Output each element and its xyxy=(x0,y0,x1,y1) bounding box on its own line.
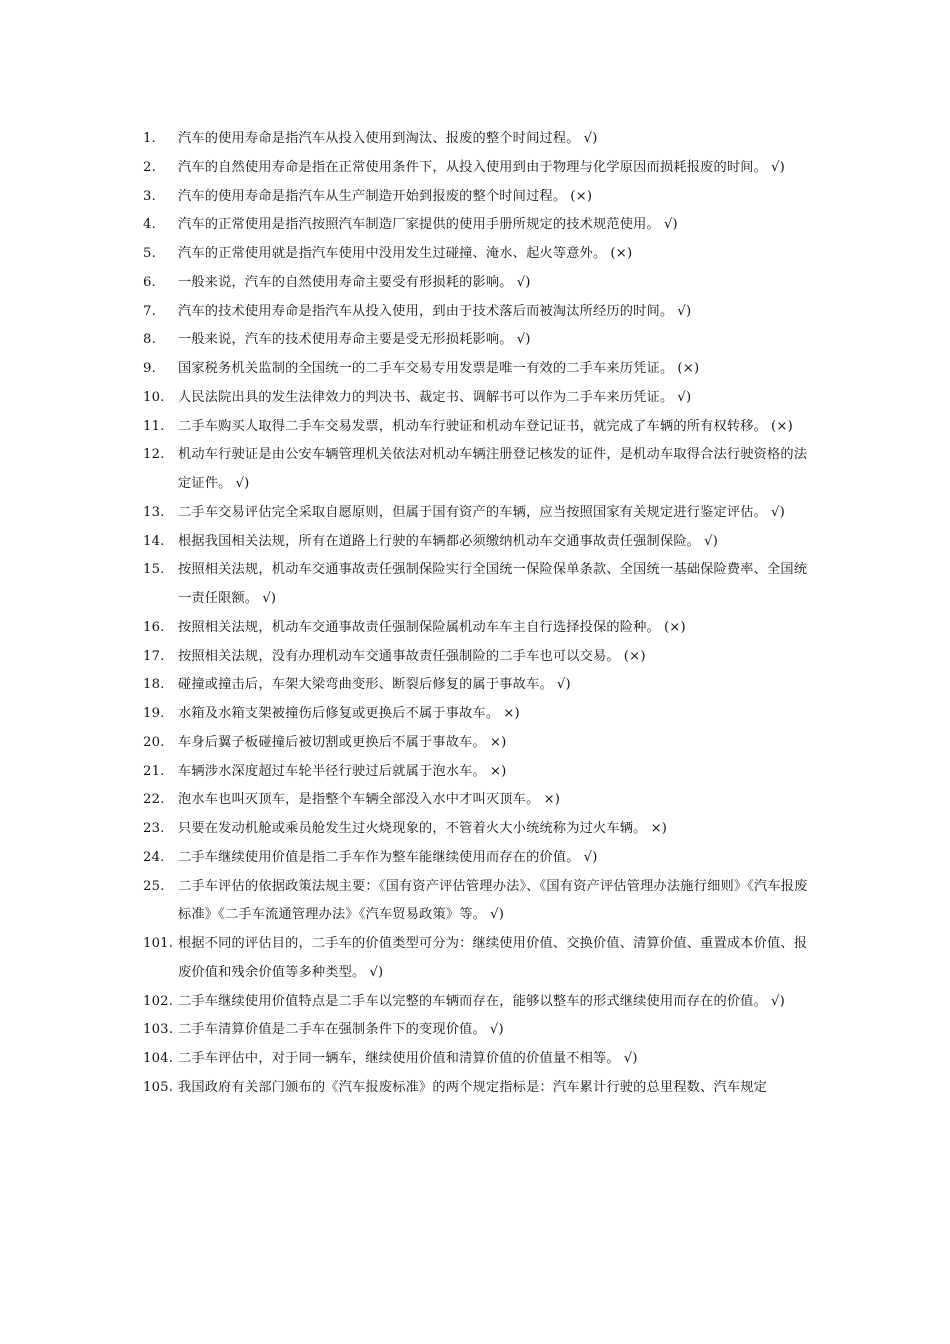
item-answer-mark: (×) xyxy=(663,619,686,635)
list-item xyxy=(143,1016,813,1045)
list-item xyxy=(143,154,813,183)
list-item xyxy=(143,614,813,643)
item-answer-mark: ×) xyxy=(543,792,561,808)
item-answer-mark: √) xyxy=(677,303,692,319)
item-number: 102. xyxy=(143,993,174,1009)
list-item xyxy=(143,988,813,1017)
item-number: 15. xyxy=(143,562,165,578)
item-answer-mark: √) xyxy=(771,993,785,1009)
item-number: 105. xyxy=(143,1079,174,1095)
list-item xyxy=(143,786,813,815)
list-item xyxy=(143,671,813,700)
list-item xyxy=(143,528,813,557)
item-answer-mark: √) xyxy=(369,964,384,980)
item-statement: 机动车行驶证是由公安车辆管理机关依法对机动车辆注册登记核发的证件，是机动车取得合法行驶资格的法定证件。 xyxy=(178,447,808,491)
item-answer-mark: (×) xyxy=(677,361,700,376)
item-answer-mark: (×) xyxy=(610,246,633,261)
item-number: 23. xyxy=(143,821,165,836)
item-answer-mark: ×) xyxy=(503,706,520,721)
item-answer-mark: √) xyxy=(489,1022,504,1038)
item-statement: 我国政府有关部门颁布的《汽车报废标准》的两个规定指标是：汽车累计行驶的总里程数、汽车规定 xyxy=(178,1079,768,1095)
list-item xyxy=(143,729,813,758)
item-answer-mark: (×) xyxy=(570,188,593,204)
item-number: 8. xyxy=(143,332,156,348)
item-number: 24. xyxy=(143,849,165,865)
question-list xyxy=(143,125,813,1103)
item-answer-mark: √) xyxy=(677,389,692,405)
list-item xyxy=(143,700,813,729)
item-number: 1. xyxy=(143,131,156,146)
item-statement: 按照相关法规，机动车交通事故责任强制保险实行全国统一保险保单条款、全国统一基础保险费率、全国统一责任限额。 xyxy=(178,562,808,606)
item-statement: 二手车评估的依据政策法规主要：《国有资产评估管理办法》、《国有资产评估管理办法施行细则》《汽车报废标准》《二手车流通管理办法》《汽车贸易政策》等。 xyxy=(178,878,808,923)
item-statement: 根据不同的评估目的，二手车的价值类型可分为：继续使用价值、交换价值、清算价值、重置成本价值、报废价值和残余价值等多种类型。 xyxy=(178,936,808,980)
item-number: 19. xyxy=(143,706,165,721)
item-statement: 汽车的使用寿命是指汽车从投入使用到淘汰、报废的整个时间过程。 xyxy=(178,131,580,146)
item-answer-mark: √) xyxy=(663,217,678,233)
list-item xyxy=(143,930,813,988)
item-number: 14. xyxy=(143,533,165,549)
item-statement: 二手车继续使用价值特点是二手车以完整的车辆而存在，能够以整车的形式继续使用而存在的价值。 xyxy=(178,993,768,1009)
item-statement: 根据我国相关法规，所有在道路上行驶的车辆都必须缴纳机动车交通事故责任强制保险。 xyxy=(178,533,701,549)
item-number: 25. xyxy=(143,878,165,894)
list-item xyxy=(143,413,813,442)
item-answer-mark: ×) xyxy=(489,734,507,750)
item-number: 22. xyxy=(143,792,165,808)
item-statement: 一般来说，汽车的技术使用寿命主要是受无形损耗影响。 xyxy=(178,332,513,348)
item-number: 21. xyxy=(143,763,165,779)
item-answer-mark: √) xyxy=(623,1051,638,1066)
item-statement: 按照相关法规，没有办理机动车交通事故责任强制险的二手车也可以交易。 xyxy=(178,648,620,664)
item-statement: 二手车继续使用价值是指二手车作为整车能继续使用而存在的价值。 xyxy=(178,849,580,865)
item-answer-mark: ×) xyxy=(489,763,507,779)
list-item xyxy=(143,298,813,327)
item-answer-mark: √) xyxy=(262,591,277,606)
item-statement: 水箱及水箱支架被撞伤后修复或更换后不属于事故车。 xyxy=(178,706,500,721)
item-statement: 二手车交易评估完全采取自愿原则，但属于国有资产的车辆，应当按照国家有关规定进行鉴定评估。 xyxy=(178,504,768,520)
item-statement: 汽车的正常使用是指汽按照汽车制造厂家提供的使用手册所规定的技术规范使用。 xyxy=(178,217,660,233)
item-statement: 车身后翼子板碰撞后被切割或更换后不属于事故车。 xyxy=(178,734,486,750)
list-item xyxy=(143,125,813,154)
list-item xyxy=(143,844,813,873)
item-number: 20. xyxy=(143,734,165,750)
item-statement: 汽车的技术使用寿命是指汽车从投入使用，到由于技术落后而被淘汰所经历的时间。 xyxy=(178,303,674,319)
item-number: 12. xyxy=(143,447,165,463)
item-answer-mark: √) xyxy=(516,332,531,348)
item-number: 5. xyxy=(143,246,156,261)
list-item xyxy=(143,1045,813,1074)
item-number: 18. xyxy=(143,677,165,693)
item-statement: 碰撞或撞击后，车架大梁弯曲变形、断裂后修复的属于事故车。 xyxy=(178,677,553,693)
list-item xyxy=(143,643,813,672)
list-item xyxy=(143,326,813,355)
list-item xyxy=(143,355,813,384)
item-answer-mark: √) xyxy=(516,274,531,290)
item-answer-mark: √) xyxy=(235,476,250,491)
item-number: 9. xyxy=(143,361,156,376)
list-item xyxy=(143,873,813,931)
item-statement: 二手车评估中，对于同一辆车，继续使用价值和清算价值的价值量不相等。 xyxy=(178,1051,620,1066)
list-item xyxy=(143,183,813,212)
item-answer-mark: √) xyxy=(771,504,785,520)
item-statement: 汽车的自然使用寿命是指在正常使用条件下，从投入使用到由于物理与化学原因而损耗报废的时间。 xyxy=(178,159,768,175)
item-statement: 泡水车也叫灭顶车，是指整个车辆全部没入水中才叫灭顶车。 xyxy=(178,792,540,808)
item-number: 10. xyxy=(143,389,165,405)
item-number: 101. xyxy=(143,936,174,951)
item-statement: 人民法院出具的发生法律效力的判决书、裁定书、调解书可以作为二手车来历凭证。 xyxy=(178,389,674,405)
item-number: 13. xyxy=(143,504,165,520)
item-answer-mark: √) xyxy=(704,533,719,549)
item-statement: 按照相关法规，机动车交通事故责任强制保险属机动车车主自行选择投保的险种。 xyxy=(178,619,660,635)
item-number: 7. xyxy=(143,303,156,319)
list-item xyxy=(143,499,813,528)
list-item xyxy=(143,556,813,614)
item-statement: 汽车的正常使用就是指汽车使用中没用发生过碰撞、淹水、起火等意外。 xyxy=(178,246,607,261)
list-item xyxy=(143,384,813,413)
item-statement: 一般来说，汽车的自然使用寿命主要受有形损耗的影响。 xyxy=(178,274,513,290)
item-answer-mark: √) xyxy=(556,677,571,693)
item-number: 104. xyxy=(143,1051,174,1066)
item-number: 6. xyxy=(143,274,156,290)
item-statement: 只要在发动机舱或乘员舱发生过火烧现象的，不管着火大小统统称为过火车辆。 xyxy=(178,821,647,836)
item-answer-mark: ×) xyxy=(650,821,668,836)
list-item xyxy=(143,441,813,499)
list-item xyxy=(143,815,813,844)
list-item xyxy=(143,1074,813,1103)
item-number: 103. xyxy=(143,1022,174,1038)
item-number: 4. xyxy=(143,217,156,233)
item-answer-mark: √) xyxy=(583,849,598,865)
item-number: 2. xyxy=(143,159,156,175)
item-number: 11. xyxy=(143,418,165,434)
item-answer-mark: √) xyxy=(490,907,505,923)
list-item xyxy=(143,758,813,787)
item-statement: 国家税务机关监制的全国统一的二手车交易专用发票是唯一有效的二手车来历凭证。 xyxy=(178,361,674,376)
item-statement: 车辆涉水深度超过车轮半径行驶过后就属于泡水车。 xyxy=(178,763,486,779)
list-item xyxy=(143,211,813,240)
item-statement: 二手车清算价值是二手车在强制条件下的变现价值。 xyxy=(178,1022,486,1038)
item-number: 3. xyxy=(143,188,156,204)
item-statement: 汽车的使用寿命是指汽车从生产制造开始到报废的整个时间过程。 xyxy=(178,188,567,204)
item-number: 17. xyxy=(143,648,165,664)
item-answer-mark: (×) xyxy=(623,648,646,664)
item-answer-mark: √) xyxy=(583,131,598,146)
item-statement: 二手车购买人取得二手车交易发票，机动车行驶证和机动车登记证书，就完成了车辆的所有权转移。 xyxy=(178,418,768,434)
item-answer-mark: (×) xyxy=(771,418,793,434)
list-item xyxy=(143,269,813,298)
list-item xyxy=(143,240,813,269)
item-answer-mark: √) xyxy=(771,159,785,175)
item-number: 16. xyxy=(143,619,165,635)
